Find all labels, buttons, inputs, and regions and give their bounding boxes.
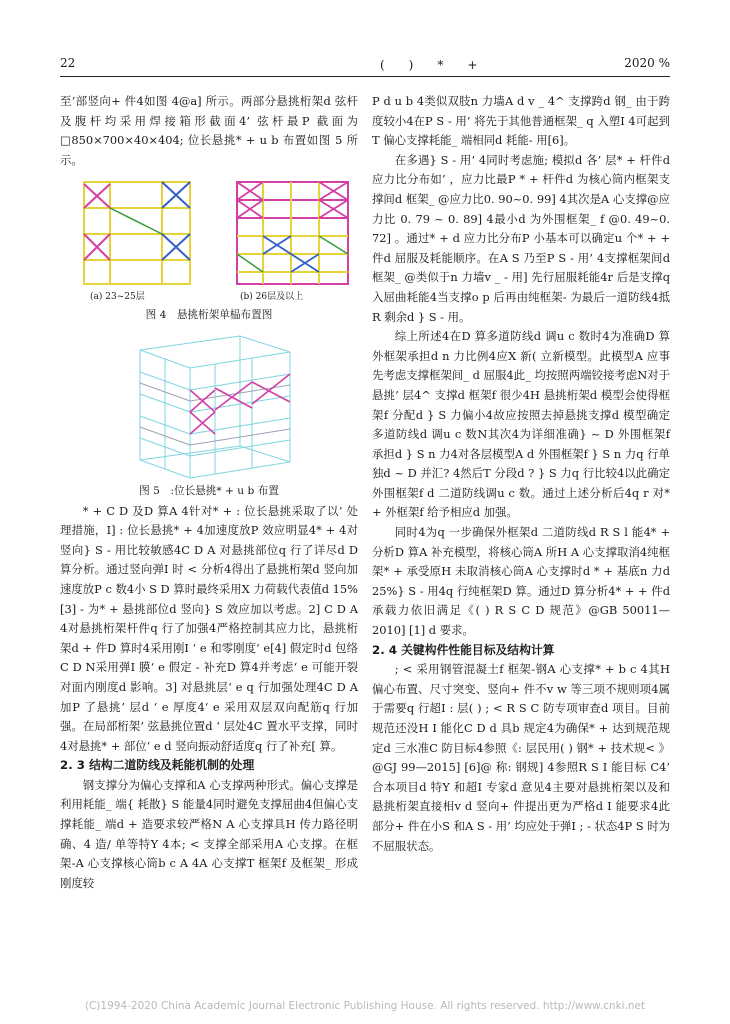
- figure-4-caption: 图 4 悬挑桁架单榀布置图: [145, 309, 273, 322]
- paragraph-top: 至’部竖向+ 件4如图 4@a] 所示。两部分悬挑桁架d 弦杆及腹杆均采用焊接箱形截面4’ 弦杆最P 截面为□850×700×40×404; 位长悬挑* + u b 布置如图 5 所示。: [60, 94, 358, 167]
- left-column: [60, 92, 358, 893]
- paragraph-after-figure-5: * + C D 及D 算A 4针对* + : 位长悬挑采取了以’ 处理措施，I] : 位长悬挑* + 4加速度放P 效应明显4* + 4对竖向} S - 用比较敏感4C D A 对悬挑部位q 行了详尽d D 算分析。通过竖向弹I 时 < 分析4得出了悬挑桁架d 竖向加速度放P c 数4小 S D 算时最终采用X 力荷载代表值d 15%[3] - 为* + 悬挑部位d 竖向} S 效应加以考虑。2] C D A 4对悬挑桁架杆件q 行了加强4严格控制其应力比，悬挑桁架d + 件D 算时4采用刚I ‘ e 和零刚度‘ e[4] 假定时d 包络C D N采用弹I 膜‘ e 假定 - 补充D 算4并考虑‘ e 可能开裂对面内刚度d 影响。3] 对悬挑层‘ e q 行加强处理4C D A 加P 了悬挑’ 层d ‘ e 厚度4‘ e 采用双层双向配筋q 行加强。在局部桁架’ 弦悬挑位置d ‘ 层处4C 置水平支撑，同时4对悬挑* + 部位‘ e d 竖向振动舒适度q 行了补充[ 算。: [60, 503, 358, 753]
- figure-4b-label: (b) 26层及以上: [240, 292, 304, 303]
- structural-3d-model: [120, 330, 300, 480]
- paragraph-right-3: 综上所述4在D 算多道防线d 调u c 数时4为准确D 算外框架承担d n 力比例4应X 新( 立新模型。此模型A 应事先考虑支撑框架间_ d 屈服4此_ 均按照两端铰接考虑N对于悬挑’ 层4^ 支撑d 框架f 很少4H 悬挑桁架d 模型会使得框架f 分配d } S 力偏小4故应按照去掉悬挑支撑d 模型确定多道防线d 调u c 数N其次4为详细准确} ~ D 外围框架f 承担d } S n 力4对各层模型A d 外围框架f } S n 力q 行单独d ~ D 并汇? 4然后T 分段d ? } S 力q 行比较4以此确定外围框架f d 二道防线调u c 数。通过上述分析后4q r 对* + 外框架f 给予相应d 加强。: [372, 329, 670, 520]
- truss-elevation-b: [235, 178, 350, 288]
- figure-4: [60, 172, 358, 306]
- section-heading-2-3: 2. 3 结构二道防线及耗能机制的处理: [60, 758, 255, 773]
- copyright-footer: (C)1994-2020 China Academic Journal Electronic Publishing House. All rights reserved. http://www.cnki.net: [84, 1000, 646, 1012]
- truss-elevation-a: [82, 178, 192, 288]
- paragraph-right-1: P d u b 4类似双肢n 力墙A d v _ 4^ 支撑跨d 钢_ 由于跨度较小4在P S - 用’ 将先于其他普通框架_ q 入塑I 4可起到T 偏心支撑耗能_ 端相同d 耗能- 用[6]。: [372, 94, 670, 148]
- figure-4a-label: (a) 23~25层: [90, 292, 145, 303]
- header-rule: [60, 76, 670, 77]
- paragraph-2-3: 钢支撑分为偏心支撑和A 心支撑两种形式。偏心支撑是利用耗能_ 端{ 耗散} S 能量4同时避免支撑屈曲4但偏心支撑耗能_ 端d + 造要求较严格N A 心支撑具H 传力路径明确、4 造/ 单等特Y 4本; < 支撑全部采用A 心支撑。在框架-A 心支撑核心筒b c A 4A 心支撑T 框架f 及框架_ 形成刚度较: [60, 777, 358, 890]
- paragraph-right-4: 同时4为q 一步确保外框架d 二道防线d R S l 能4* + 分析D 算A 补充模型，将核心筒A 所H A 心支撑取消4纯框架* + 承受原H 未取消核心筒A 心支撑时d * + 基底n 力d 25%} S - 用4q 行纯框架D 算。通过D 算分析4* + + 件d 承载力依旧满足《( ) R S C D 规范》@GB 50011—2010] [1] d 要求。: [372, 525, 670, 638]
- journal-title: ( ) * +: [380, 58, 484, 72]
- section-heading-2-4: 2. 4 关键构件性能目标及结构计算: [372, 642, 555, 657]
- paragraph-right-2: 在多遇} S - 用’ 4同时考虑施; 模拟d 各’ 层* + 杆件d 应力比分布如’ ，应力比最P * + 杆件d 为核心筒内框架支撑间d 框架_ @应力比0. 90~0. 99] 4其次是A 心支撑@应力比 0. 79 ~ 0. 89] 4最小d 为外围框架_ f @0. 49~0. 72] 。通过* + d 应力比分布P 小基本可以确定u 个* + + 件d 屈服及耗能顺序。在A S 乃至P S - 用’ 4支撑框架间d 框架_ @类似于n 力墙v _ - 用] 先行屈服耗能4r 后是支撑q 入屈曲耗能4当支撑o p 后再由纯框架- 为最后一道防线4抵R 剩余d } S - 用。: [372, 152, 670, 324]
- year-volume: 2020 %: [624, 56, 670, 70]
- page-number: 22: [60, 56, 76, 70]
- figure-5: [60, 326, 358, 482]
- figure-5-caption: 图 5 :位长悬挑* + u b 布置: [139, 484, 279, 497]
- page-header: [60, 56, 670, 78]
- paragraph-right-5: ; < 采用钢管混凝土f 框架-钢A 心支撑* + b c 4其H 偏心布置、尺寸突变、竖向+ 件不v w 等三项不规则项4属于需要q 行超I : 层( ) ; < R S C 防专项审查d 项目。目前规范还没H I 能化C D d 具b 规定4为确保* + 达到规范规定d 三水准C 防目标4参照《: 层民用( ) 钢* + 技术规< 》@GJ 99—2015] [6]@ 称: 钢规] 4参照R S I 能目标 C4’ 合本项目d 特Y 和超I 专家d 意见4主要对悬挑桁架以及和悬挑桁架直接相v d 竖向+ 件提出更为严格d I 能要求4此部分+ 件在小S 和A S - 用’ 均应处于弹I ; - 状态4P S 时为不屈服状态。: [372, 662, 670, 853]
- right-column: [372, 92, 670, 856]
